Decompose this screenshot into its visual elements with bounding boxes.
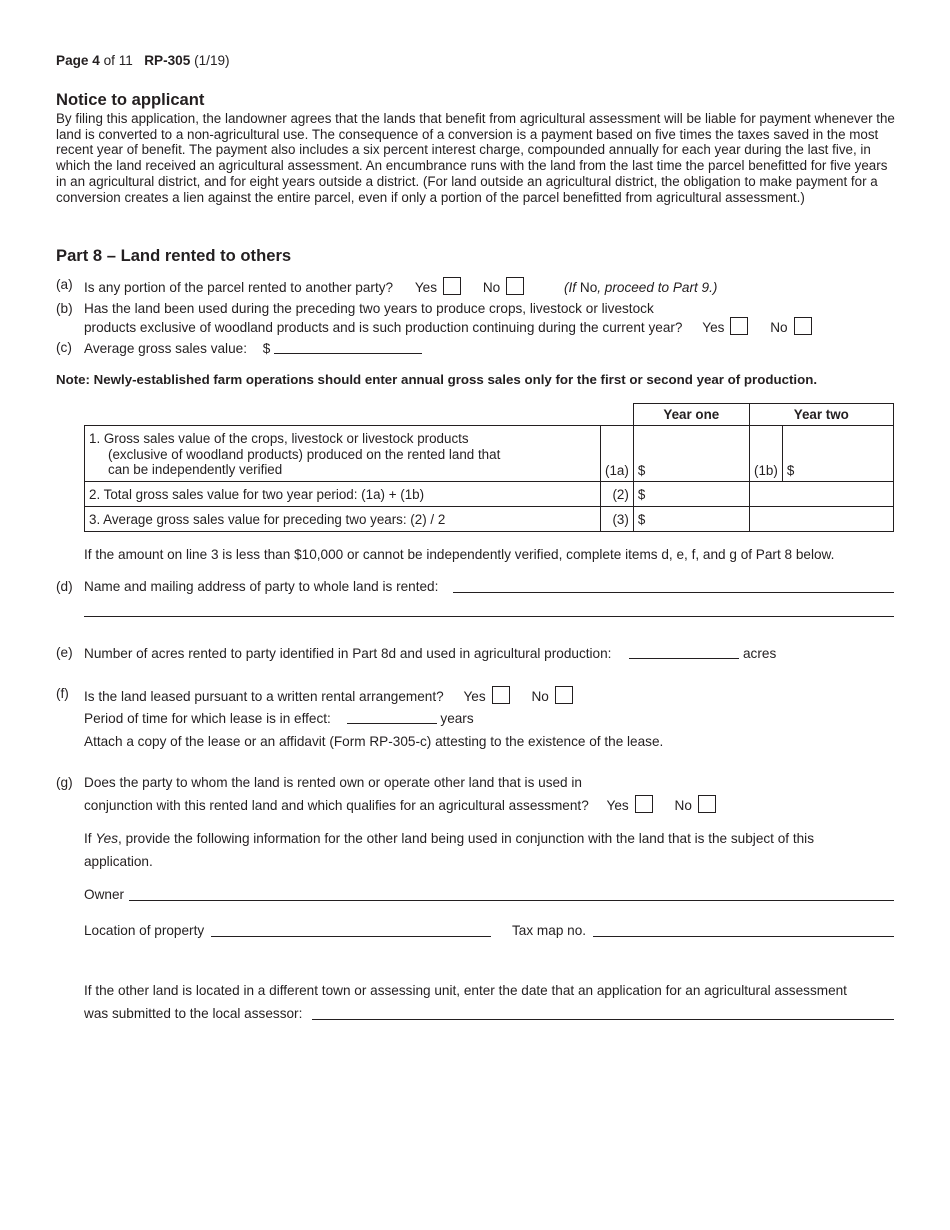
row3-input[interactable]: $ [633, 507, 749, 532]
item-f-attach: Attach a copy of the lease or an affidavit (Form RP-305-c) attesting to the existence of the lease. [84, 734, 664, 749]
location-label: Location of property [84, 923, 205, 938]
item-e-input[interactable] [629, 645, 739, 659]
row3-code: (3) [601, 507, 634, 532]
item-d-input-2[interactable] [84, 616, 894, 617]
item-e-label: (e) [56, 645, 73, 660]
item-e-unit: acres [743, 646, 777, 661]
item-f-period-unit: years [440, 711, 474, 726]
item-f-yes-checkbox[interactable] [492, 686, 510, 704]
row2-blank [749, 482, 893, 507]
form-id: RP-305 [144, 53, 191, 68]
item-g-line1: Does the party to whom the land is rented own or operate other land that is used in [84, 775, 582, 790]
item-a-row [84, 277, 717, 295]
row1-year-two-input[interactable]: $ [782, 426, 893, 482]
row1-year-one-input[interactable]: $ [633, 426, 749, 482]
gross-sales-table [84, 403, 894, 532]
item-a-label: (a) [56, 277, 73, 292]
row3-blank [749, 507, 893, 532]
other-land-line2: was submitted to the local assessor: [84, 1006, 303, 1021]
item-c-question: Average gross sales value: [84, 341, 247, 356]
item-b-yes-checkbox[interactable] [730, 317, 748, 335]
item-c-label: (c) [56, 340, 72, 355]
item-b-no-checkbox[interactable] [794, 317, 812, 335]
item-c-currency: $ [262, 341, 271, 356]
row1-text: 1. Gross sales value of the crops, livestock or livestock products (exclusive of woodland products) produced on the rented land that can be independently verified [85, 426, 601, 482]
item-f-no-checkbox[interactable] [555, 686, 573, 704]
item-b-yes-label: Yes [702, 319, 725, 335]
item-g-row [84, 771, 716, 817]
row1-code-b: (1b) [749, 426, 782, 482]
item-a-no-checkbox[interactable] [506, 277, 524, 295]
part8-title: Part 8 – Land rented to others [56, 246, 292, 265]
item-g-yes-checkbox[interactable] [635, 795, 653, 813]
item-b-line1: Has the land been used during the preceding two years to produce crops, livestock or livestock [84, 301, 654, 316]
item-g-if-yes: If Yes, provide the following information for the other land being used in conjunction with the land that is the subject of this application. [84, 831, 815, 869]
item-b-no-label: No [770, 319, 788, 335]
form-revision: (1/19) [194, 53, 230, 68]
item-a-no-label: No [482, 280, 501, 295]
col-year-one: Year one [633, 404, 749, 426]
item-a-yes-checkbox[interactable] [443, 277, 461, 295]
item-a-hint: (If No, proceed to Part 9.) [564, 280, 718, 295]
item-g-label: (g) [56, 775, 73, 790]
submission-date-input[interactable] [312, 1019, 894, 1020]
row1-code: (1a) [601, 426, 634, 482]
owner-label: Owner [84, 887, 125, 902]
item-g-no-checkbox[interactable] [698, 795, 716, 813]
taxmap-input[interactable] [593, 936, 894, 937]
location-input[interactable] [211, 936, 491, 937]
item-b-label: (b) [56, 301, 73, 316]
item-f-question: Is the land leased pursuant to a written rental arrangement? [84, 689, 444, 704]
page-total: of 11 [103, 53, 133, 68]
row2-text: 2. Total gross sales value for two year period: (1a) + (1b) [85, 482, 601, 507]
page-header [56, 53, 230, 68]
item-g-no-label: No [674, 798, 692, 813]
item-a-question: Is any portion of the parcel rented to another party? [84, 280, 394, 295]
table-row [85, 426, 894, 482]
page-number: 4 [92, 53, 100, 68]
notice-body: By filing this application, the landowner agrees that the lands that benefit from agricultural assessment will be liable for payment whenever the land is converted to a non-agricultural use. The consequence of a conversion is a payment based on five times the taxes saved in the most recent year of benefit. The payment also includes a six percent interest charge, compounded annually for each year during the last five, in which the land received an agricultural assessment. An encumbrance runs with the land from the last time the parcel benefitted for five years in an agricultural district, and for eight years outside a district. (For land outside an agricultural district, the obligation to make payment for a conversion creates a lien against the entire parcel, even if only a portion of the parcel benefitted from agricultural assessment.) [56, 111, 895, 205]
row2-code: (2) [601, 482, 634, 507]
item-f-period-input[interactable] [347, 710, 437, 724]
item-c-input[interactable] [274, 340, 422, 354]
item-c-row [84, 340, 422, 356]
item-g-yes-label: Yes [606, 798, 629, 813]
instruction: If the amount on line 3 is less than $10,000 or cannot be independently verified, complete items d, e, f, and g of Part 8 below. [84, 547, 835, 562]
item-b-line2: products exclusive of woodland products and is such production continuing during the current year? [84, 319, 683, 335]
item-f-period-row [84, 710, 474, 726]
item-d-label: (d) [56, 579, 73, 594]
other-land-line1: If the other land is located in a different town or assessing unit, enter the date that an application for an agricultural assessment [84, 983, 847, 998]
item-e-question: Number of acres rented to party identified in Part 8d and used in agricultural production: [84, 646, 612, 661]
item-f-period: Period of time for which lease is in effect: [84, 711, 331, 726]
notice-title: Notice to applicant [56, 90, 205, 109]
item-a-yes-label: Yes [414, 280, 438, 295]
item-f-no-label: No [531, 689, 549, 704]
row3-text: 3. Average gross sales value for preceding two years: (2) / 2 [85, 507, 601, 532]
item-f-label: (f) [56, 686, 69, 701]
item-d-input-1[interactable] [453, 592, 894, 593]
item-g-line2: conjunction with this rented land and which qualifies for an agricultural assessment? [84, 798, 589, 813]
table-row [85, 482, 894, 507]
item-f-yes-label: Yes [463, 689, 486, 704]
row2-input[interactable]: $ [633, 482, 749, 507]
owner-input[interactable] [129, 900, 894, 901]
item-e-row [84, 645, 776, 661]
note: Note: Newly-established farm operations should enter annual gross sales only for the first or second year of production. [56, 372, 818, 387]
item-f-row [84, 686, 573, 704]
taxmap-label: Tax map no. [512, 923, 587, 938]
table-row [85, 507, 894, 532]
item-b-row [84, 301, 812, 335]
page-word: Page [56, 53, 89, 68]
col-year-two: Year two [749, 404, 893, 426]
item-d-question: Name and mailing address of party to whole land is rented: [84, 579, 439, 594]
